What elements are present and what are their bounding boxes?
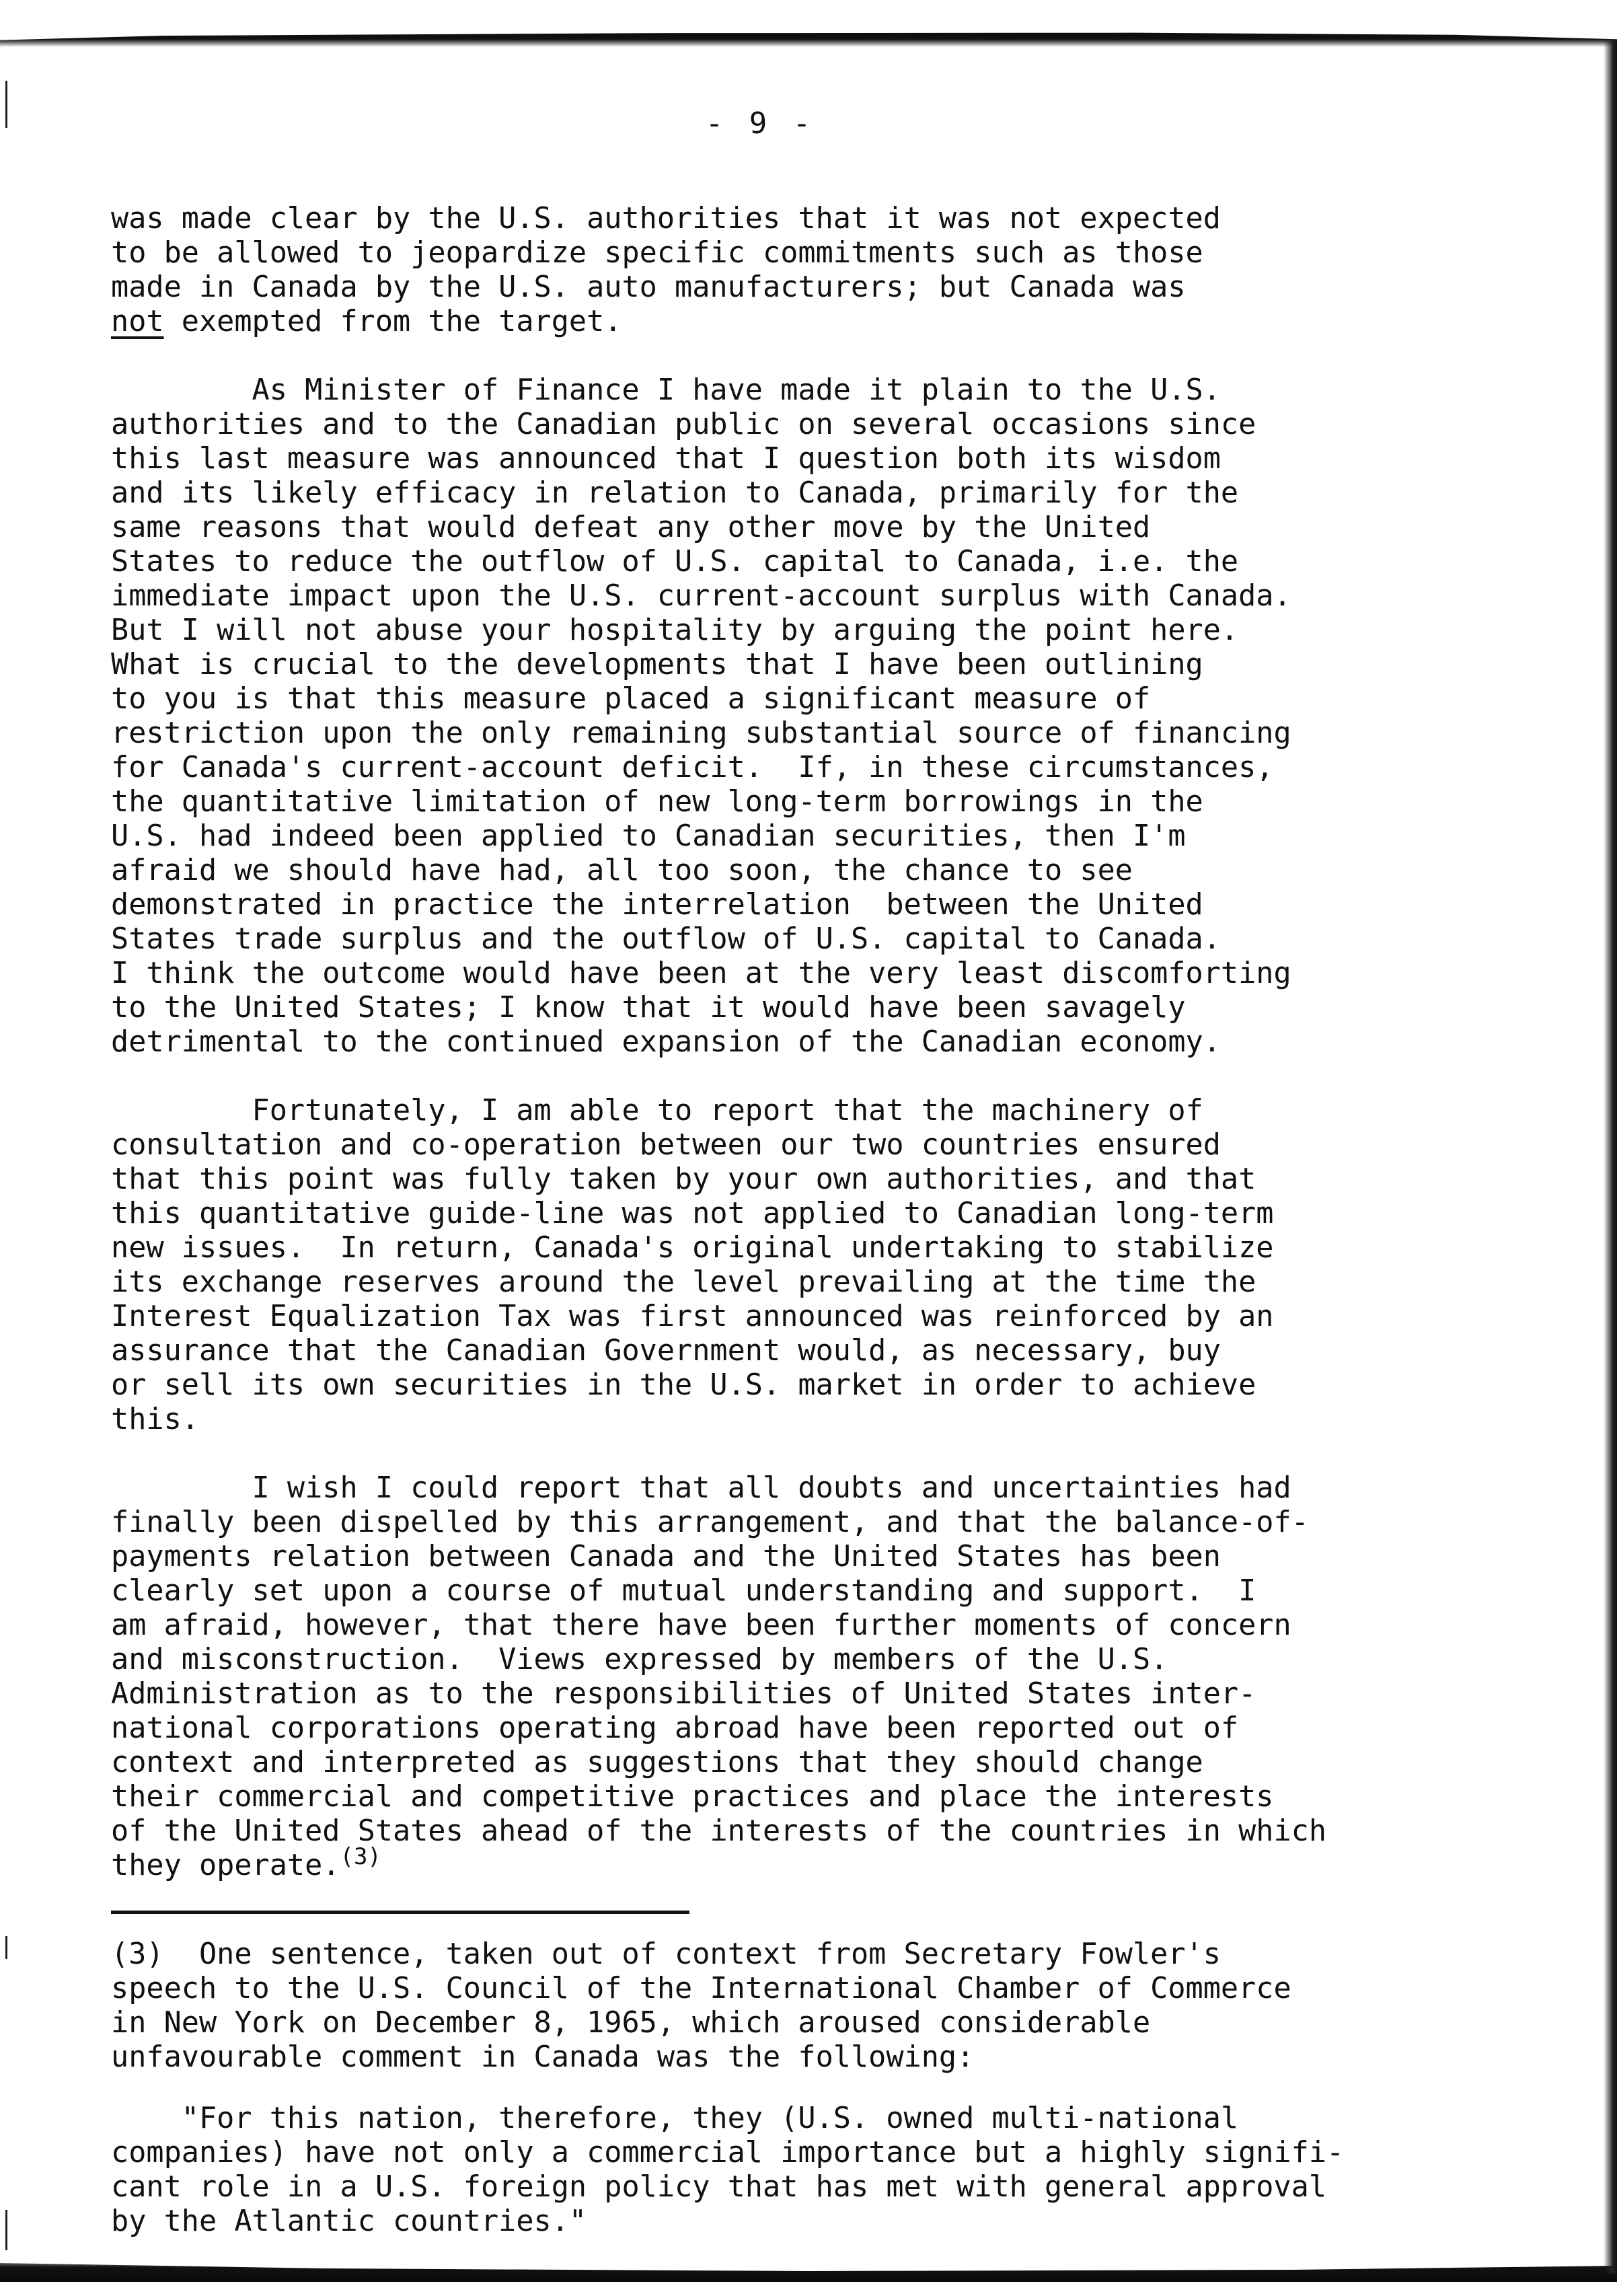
body-text: [111, 202, 1537, 1883]
paragraph-1: [111, 202, 1537, 339]
footnote: [111, 1937, 1537, 2239]
paragraph-4: [111, 1471, 1537, 1883]
text-line: their commercial and competitive practices and place the interests: [111, 1780, 1274, 1814]
text-line: to be allowed to jeopardize specific commitments such as those: [111, 236, 1203, 270]
paragraph-2: [111, 373, 1537, 1060]
text-line: I think the outcome would have been at the very least discomforting: [111, 957, 1291, 990]
text-line: Fortunately, I am able to report that the machinery of: [111, 1094, 1203, 1127]
quote-line: cant role in a U.S. foreign policy that has met with general approval: [111, 2170, 1327, 2204]
footnote-divider: [111, 1911, 689, 1914]
footnote-line: in New York on December 8, 1965, which aroused considerable: [111, 2006, 1151, 2040]
text-line: detrimental to the continued expansion of the Canadian economy.: [111, 1025, 1221, 1059]
text-line: payments relation between Canada and the United States has been: [111, 1540, 1221, 1573]
footnote-line: (3) One sentence, taken out of context from Secretary Fowler's: [111, 1937, 1221, 1971]
text-line: this.: [111, 1403, 199, 1436]
text-line: authorities and to the Canadian public on several occasions since: [111, 408, 1256, 441]
text-line: same reasons that would defeat any other move by the United: [111, 511, 1151, 544]
footnote-reference[interactable]: (3): [340, 1843, 381, 1870]
text-line-rest: exempted from the target.: [163, 305, 622, 338]
scan-edge-top: [0, 30, 1617, 47]
text-line: was made clear by the U.S. authorities that it was not expected: [111, 202, 1221, 235]
footnote-line: speech to the U.S. Council of the International Chamber of Commerce: [111, 1972, 1291, 2005]
text-line: national corporations operating abroad have been reported out of: [111, 1711, 1239, 1745]
text-line: [111, 1843, 1537, 1883]
text-line: context and interpreted as suggestions that they should change: [111, 1746, 1203, 1779]
text-line: am afraid, however, that there have been further moments of concern: [111, 1608, 1291, 1642]
footnote-line: unfavourable comment in Canada was the following:: [111, 2040, 975, 2074]
text-line: U.S. had indeed been applied to Canadian securities, then I'm: [111, 819, 1186, 853]
text-line: immediate impact upon the U.S. current-account surplus with Canada.: [111, 579, 1291, 613]
text-line: As Minister of Finance I have made it plain to the U.S.: [111, 373, 1221, 407]
text-line: States trade surplus and the outflow of U.S. capital to Canada.: [111, 922, 1221, 956]
text-line: [111, 305, 1537, 339]
text-line: or sell its own securities in the U.S. market in order to achieve: [111, 1368, 1256, 1402]
text-line: its exchange reserves around the level prevailing at the time the: [111, 1265, 1256, 1299]
text-line: States to reduce the outflow of U.S. capital to Canada, i.e. the: [111, 545, 1239, 579]
text-line: that this point was fully taken by your own authorities, and that: [111, 1162, 1256, 1196]
text-line: the quantitative limitation of new long-term borrowings in the: [111, 785, 1203, 819]
text-line: clearly set upon a course of mutual understanding and support. I: [111, 1574, 1256, 1608]
text-line: for Canada's current-account deficit. If, in these circumstances,: [111, 751, 1274, 784]
text-line: this last measure was announced that I question both its wisdom: [111, 442, 1221, 476]
scan-mark-left-bottom: [5, 2210, 7, 2250]
text-line: afraid we should have had, all too soon, the chance to see: [111, 854, 1133, 887]
page-number: - 9 -: [705, 106, 815, 141]
footnote-quote: [111, 2102, 1537, 2239]
scan-edge-bottom: [0, 2255, 1617, 2282]
text-line: assurance that the Canadian Government would, as necessary, buy: [111, 1334, 1221, 1368]
text-line: Interest Equalization Tax was first announced was reinforced by an: [111, 1300, 1274, 1333]
scan-mark-left-middle: [5, 1936, 7, 1959]
scan-edge-right: [1604, 40, 1617, 2274]
text-line: new issues. In return, Canada's original undertaking to stabilize: [111, 1231, 1274, 1265]
underlined-word: not: [111, 305, 164, 338]
text-line: and misconstruction. Views expressed by members of the U.S.: [111, 1643, 1168, 1676]
text-line: But I will not abuse your hospitality by arguing the point here.: [111, 614, 1239, 647]
quote-line: companies) have not only a commercial importance but a highly signifi-: [111, 2136, 1345, 2170]
text-line: I wish I could report that all doubts and uncertainties had: [111, 1471, 1291, 1505]
text-line: What is crucial to the developments that I have been outlining: [111, 648, 1203, 681]
text-line: consultation and co-operation between our two countries ensured: [111, 1128, 1221, 1162]
paragraph-3: [111, 1094, 1537, 1437]
text-line: made in Canada by the U.S. auto manufacturers; but Canada was: [111, 270, 1186, 304]
text-line: to the United States; I know that it would have been savagely: [111, 991, 1186, 1025]
text-line: and its likely efficacy in relation to Canada, primarily for the: [111, 476, 1239, 510]
text-line: this quantitative guide-line was not applied to Canadian long-term: [111, 1197, 1274, 1230]
text-line: restriction upon the only remaining substantial source of financing: [111, 716, 1291, 750]
quote-line: by the Atlantic countries.": [111, 2205, 587, 2238]
text-line: demonstrated in practice the interrelation between the United: [111, 888, 1203, 922]
text-line: finally been dispelled by this arrangement, and that the balance-of-: [111, 1506, 1309, 1539]
text-line: Administration as to the responsibilities of United States inter-: [111, 1677, 1256, 1711]
text-line: to you is that this measure placed a significant measure of: [111, 682, 1151, 716]
text-line-end: they operate.: [111, 1849, 340, 1882]
quote-line: "For this nation, therefore, they (U.S. owned multi-national: [111, 2102, 1239, 2135]
text-line: of the United States ahead of the interests of the countries in which: [111, 1814, 1327, 1848]
